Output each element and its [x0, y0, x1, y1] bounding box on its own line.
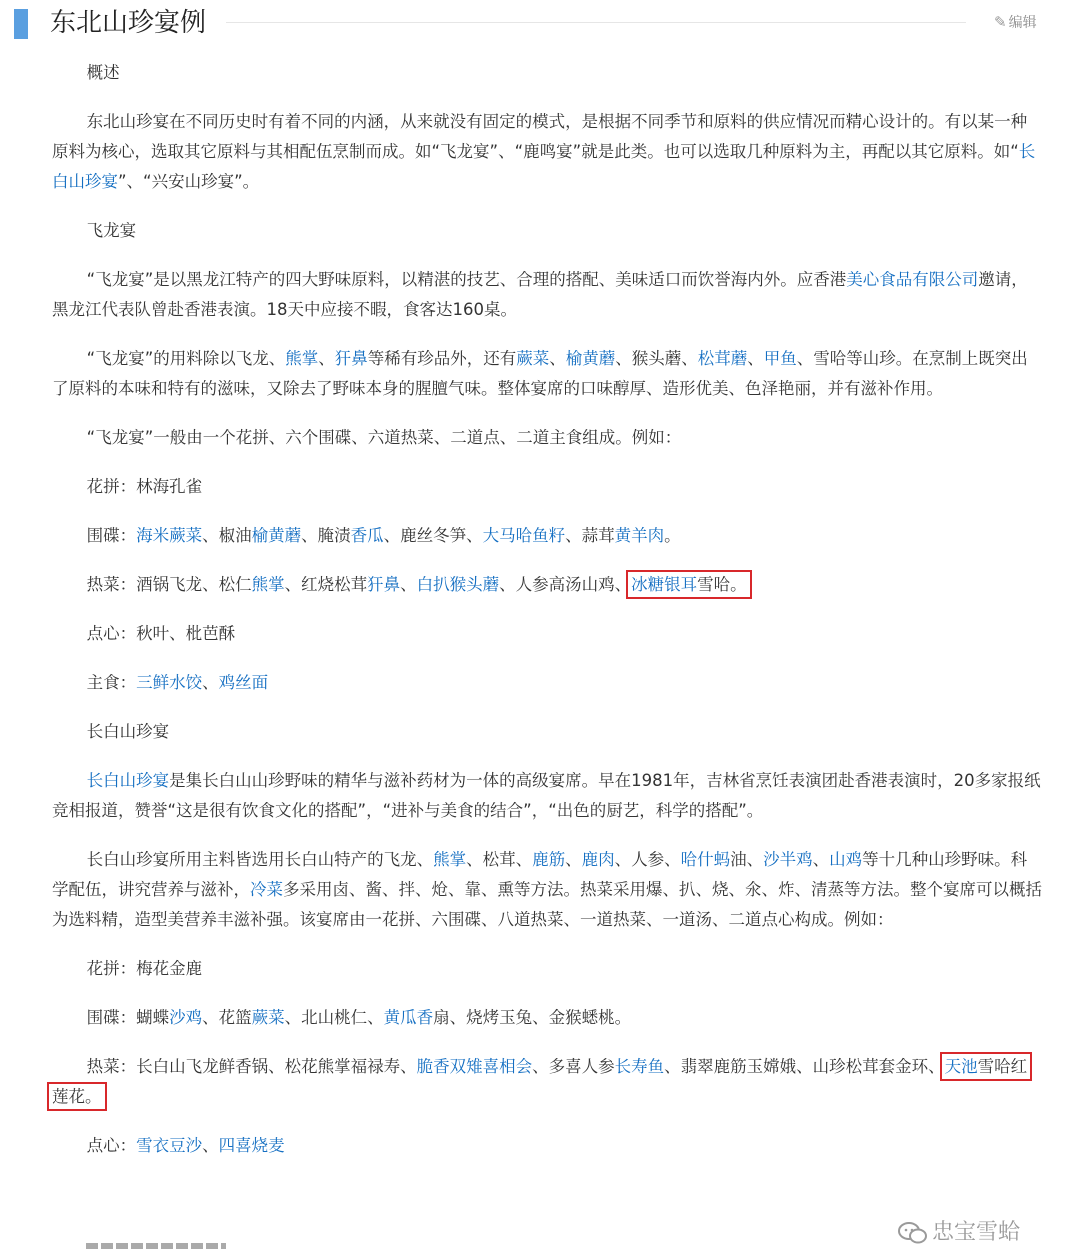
heading-changbai: 长白山珍宴 — [86, 722, 170, 741]
edit-label: 编辑 — [1008, 15, 1037, 31]
link-fern[interactable]: 蕨菜 — [516, 349, 550, 368]
overview-paragraph — [52, 107, 1042, 197]
fl-dianxin: 点心：秋叶、枇芭酥 — [86, 624, 236, 643]
text: 、 — [318, 349, 335, 368]
link-bear-paw[interactable]: 熊掌 — [433, 850, 467, 869]
watermark-text: 忠宝雪蛤 — [932, 1220, 1021, 1245]
link-maxim-company[interactable]: 美心食品有限公司 — [846, 270, 979, 289]
cb-weidie — [52, 1003, 1042, 1033]
text: 围碟：蝴蝶 — [86, 1008, 170, 1027]
text: 热菜：酒锅飞龙、松仁 — [86, 575, 252, 594]
article-body — [52, 58, 1042, 1173]
text: 、花篮 — [202, 1008, 252, 1027]
link-partridge[interactable]: 沙鸡 — [169, 1008, 203, 1027]
changbai-paragraph-2 — [52, 845, 1042, 935]
text: 、北山桃仁、 — [284, 1008, 384, 1027]
link-cold-dish[interactable]: 冷菜 — [250, 880, 283, 899]
link-partridge[interactable]: 沙半鸡 — [763, 850, 813, 869]
text: 、椒油 — [202, 526, 252, 545]
text: 、翡翠鹿筋玉嫦娥、山珍松茸套金环、 — [664, 1057, 945, 1076]
text: 主食： — [86, 673, 137, 692]
text: 等稀有珍品外，还有 — [367, 349, 517, 368]
text: 扇、烧烤玉兔、金猴蟋桃。 — [433, 1008, 632, 1027]
text: 、 — [565, 850, 582, 869]
text: 、 — [747, 349, 764, 368]
text: 围碟： — [86, 526, 137, 545]
link-bear-paw[interactable]: 熊掌 — [285, 349, 319, 368]
text: 、 — [202, 673, 219, 692]
text: 。 — [664, 526, 681, 545]
text: 、 — [812, 850, 830, 869]
cb-recai — [52, 1052, 1042, 1112]
cb-dianxin — [52, 1131, 1042, 1161]
link-gazelle-meat[interactable]: 黄羊肉 — [614, 526, 665, 545]
watermark — [898, 1218, 1020, 1248]
text: 等十几种山珍野味。科学配伍，讲究营养与滋补， — [52, 850, 1028, 899]
link-golden-mushroom[interactable]: 榆黄蘑 — [251, 526, 302, 545]
link-snow-frog[interactable]: 哈什蚂 — [680, 850, 731, 869]
text: 、多喜人参 — [532, 1057, 615, 1076]
link-fern[interactable]: 蕨菜 — [251, 1008, 285, 1027]
text: 、人参、 — [614, 850, 681, 869]
text: 雪哈红莲花。 — [52, 1057, 1028, 1106]
text: 、松茸、 — [466, 850, 533, 869]
link-snow-bean-paste[interactable]: 雪衣豆沙 — [136, 1136, 203, 1155]
fl-zhushi — [52, 668, 1042, 698]
link-salmon-roe[interactable]: 大马哈鱼籽 — [482, 526, 566, 545]
link-venison[interactable]: 鹿肉 — [581, 850, 615, 869]
section-header — [0, 0, 1080, 48]
heading-overview: 概述 — [86, 63, 120, 82]
link-shrimp-fern[interactable]: 海米蕨菜 — [136, 526, 203, 545]
link-turtle[interactable]: 甲鱼 — [763, 349, 797, 368]
link-melon[interactable]: 香瓜 — [350, 526, 384, 545]
feilong-paragraph-1 — [52, 265, 1042, 325]
link-changbai-banquet[interactable]: 长白山珍宴 — [86, 771, 170, 790]
link-bear-paw[interactable]: 熊掌 — [251, 575, 285, 594]
text: 、蒜茸 — [565, 526, 615, 545]
fl-weidie — [52, 521, 1042, 551]
fl-huapin: 花拼：林海孔雀 — [86, 477, 203, 496]
text: 东北山珍宴在不同历史时有着不同的内涵，从来就没有固定的模式，是根据不同季节和原料的供应情况而精心设计的。有以某一种原料为核心，选取其它原料与其相配伍烹制而成。如“飞龙宴”、“鹿鸣宴”就是此类。也可以选取几种原料为主，再配以其它原料。如“ — [52, 112, 1028, 161]
heading-feilong: 飞龙宴 — [86, 221, 137, 240]
header-divider — [226, 22, 966, 23]
link-rock-sugar-fungus[interactable]: 冰糖银耳 — [631, 575, 698, 594]
feilong-paragraph-2 — [52, 344, 1042, 404]
link-pheasant[interactable]: 山鸡 — [829, 850, 863, 869]
text: 、猴头蘑、 — [615, 349, 698, 368]
text: 热菜：长白山飞龙鲜香锅、松花熊掌福禄寿、 — [86, 1057, 417, 1076]
link-matsutake[interactable]: 松茸蘑 — [697, 349, 748, 368]
link-longevity-fish[interactable]: 长寿鱼 — [614, 1057, 665, 1076]
text: 邀请，黑龙江代表队曾赴香港表演。18天中应接不暇，食客达160桌。 — [52, 270, 1028, 319]
text: ”、“兴安山珍宴”。 — [118, 172, 260, 191]
cut-off-text-line — [86, 1243, 226, 1249]
text: 、 — [549, 349, 566, 368]
text: 长白山珍宴所用主料皆选用长白山特产的飞龙、 — [86, 850, 434, 869]
link-deer-tendon[interactable]: 鹿筋 — [532, 850, 566, 869]
text: 点心： — [86, 1136, 137, 1155]
changbai-paragraph-1 — [52, 766, 1042, 826]
link-moose-nose[interactable]: 犴鼻 — [334, 349, 368, 368]
text: 、 — [202, 1136, 219, 1155]
text: 、雪哈等山珍。在烹制上既突出了原料的本味和特有的滋味，又除去了野味本身的腥膻气味。整体宴席的口味醇厚、造形优美、色泽艳丽，并有滋补作用。 — [52, 349, 1028, 398]
edit-button[interactable] — [994, 11, 1037, 34]
highlight-box — [631, 575, 747, 594]
text: 、人参高汤山鸡、 — [499, 575, 632, 594]
fl-recai — [52, 570, 1042, 600]
text: 、红烧松茸 — [284, 575, 368, 594]
link-changbai-banquet[interactable]: 长白山珍宴 — [52, 142, 1036, 191]
link-golden-mushroom[interactable]: 榆黄蘑 — [565, 349, 616, 368]
text: 、腌渍 — [301, 526, 351, 545]
text: 雪哈。 — [697, 575, 747, 594]
link-cucumber-herb[interactable]: 黄瓜香 — [383, 1008, 434, 1027]
text: “飞龙宴”的用料除以飞龙、 — [86, 349, 286, 368]
link-crispy-pheasant[interactable]: 脆香双雉喜相会 — [416, 1057, 533, 1076]
cb-huapin: 花拼：梅花金鹿 — [86, 959, 203, 978]
link-tianchi[interactable]: 天池 — [944, 1057, 978, 1076]
text: “飞龙宴”是以黑龙江特产的四大野味原料，以精湛的技艺、合理的搭配、美味适口而饮誉海内外。应香港 — [86, 270, 847, 289]
text: 、鹿丝冬笋、 — [383, 526, 483, 545]
text: 油、 — [730, 850, 764, 869]
text: 、 — [400, 575, 417, 594]
link-braised-hericium[interactable]: 白扒猴头蘑 — [416, 575, 500, 594]
text: 是集长白山山珍野味的精华与滋补药材为一体的高级宴席。早在1981年，吉林省烹饪表演团赴香港表演时，20多家报纸竞相报道，赞誉“这是很有饮食文化的搭配”，“进补与美食的结合”，“出色的厨艺，科学的搭配”。 — [52, 771, 1041, 820]
link-chicken-noodles[interactable]: 鸡丝面 — [218, 673, 269, 692]
section-title: 东北山珍宴例 — [50, 8, 207, 38]
link-four-happiness-shaomai[interactable]: 四喜烧麦 — [218, 1136, 285, 1155]
link-dumplings[interactable]: 三鲜水饺 — [136, 673, 203, 692]
text: 多采用卤、酱、拌、炝、靠、熏等方法。热菜采用爆、扒、烧、氽、炸、清蒸等方法。整个宴席可以概括为选料精，造型美营养丰滋补强。该宴席由一花拼、六围碟、八道热菜、一道热菜、一道汤、二道点心构成。例如： — [52, 880, 1042, 929]
feilong-paragraph-3: “飞龙宴”一般由一个花拼、六个围碟、六道热菜、二道点、二道主食组成。例如： — [86, 428, 682, 447]
pencil-icon: ✎ — [994, 13, 1007, 31]
link-moose-nose[interactable]: 犴鼻 — [367, 575, 401, 594]
section-accent-bar — [14, 9, 28, 39]
wechat-icon — [898, 1222, 928, 1244]
